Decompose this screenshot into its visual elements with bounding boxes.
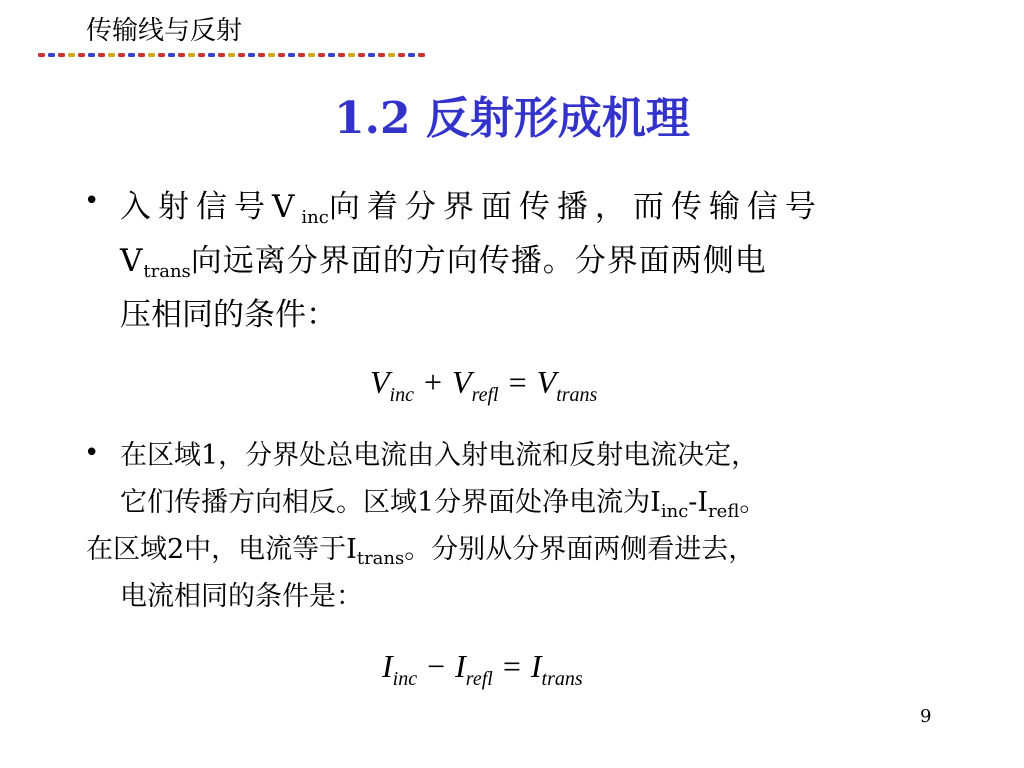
bullet-1: • xyxy=(84,186,100,216)
paragraph-2 xyxy=(86,432,946,620)
header-title: 传输线与反射 xyxy=(86,16,243,46)
paragraph-2-line-1: 在区域1，分界处总电流由入射电流和反射电流决定， xyxy=(120,440,759,471)
paragraph-1 xyxy=(120,180,940,342)
bullet-2: • xyxy=(84,438,100,468)
voltage-formula: $V_{inc} + V_{refl} = V_{trans}$ xyxy=(370,364,598,406)
paragraph-2-line-4: 电流相同的条件是： xyxy=(120,581,363,612)
paragraph-1-line-2: $V_{trans}$向远离分界面的方向传播。分界面两侧电 xyxy=(120,243,767,282)
current-formula: $I_{inc} - I_{refl} = I_{trans}$ xyxy=(382,648,583,690)
paragraph-2-line-3: 在区域2中，电流等于$I_{trans}$。分别从分界面两侧看进去， xyxy=(86,534,756,569)
slide-title: 1.2 反射形成机理 xyxy=(334,93,690,144)
paragraph-1-line-1: 入射信号$V_{inc}$向着分界面传播，而传输信号 xyxy=(120,189,823,228)
paragraph-2-line-2: 它们传播方向相反。区域1分界面处净电流为$I_{inc}-I_{refl}$。 xyxy=(120,487,767,522)
dashed-divider xyxy=(38,52,432,58)
paragraph-1-line-3: 压相同的条件： xyxy=(120,297,337,333)
page-number: 9 xyxy=(920,706,932,727)
